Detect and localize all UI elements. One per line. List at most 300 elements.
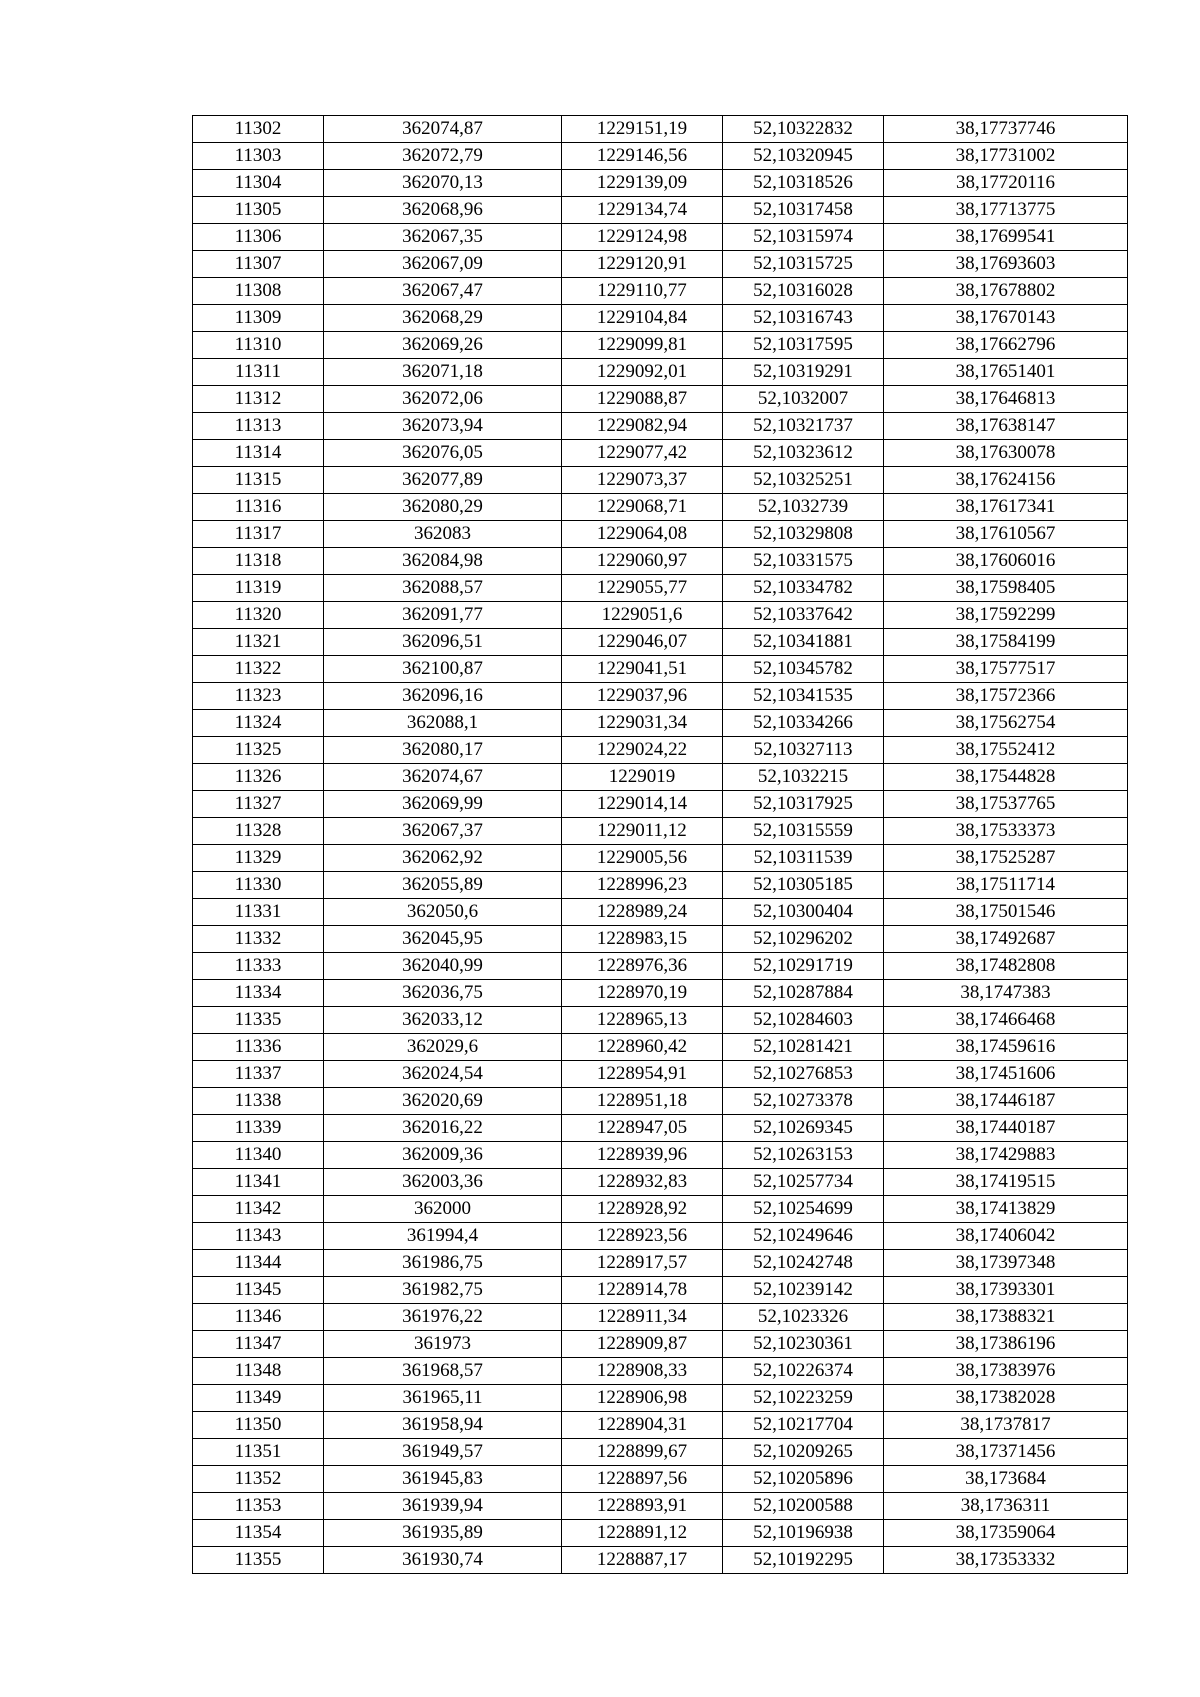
- x-coordinate-cell: 362073,94: [324, 413, 562, 440]
- point-number-cell: 11337: [193, 1061, 324, 1088]
- x-coordinate-cell: 362074,87: [324, 116, 562, 143]
- longitude-cell: 38,17451606: [884, 1061, 1128, 1088]
- point-number-cell: 11353: [193, 1493, 324, 1520]
- x-coordinate-cell: 362091,77: [324, 602, 562, 629]
- table-row: [193, 1466, 1128, 1493]
- latitude-cell: 52,10223259: [723, 1385, 884, 1412]
- table-row: [193, 1196, 1128, 1223]
- x-coordinate-cell: 362068,96: [324, 197, 562, 224]
- table-row: [193, 332, 1128, 359]
- y-coordinate-cell: 1229120,91: [562, 251, 723, 278]
- table-row: [193, 1034, 1128, 1061]
- table-row: [193, 170, 1128, 197]
- point-number-cell: 11347: [193, 1331, 324, 1358]
- table-row: [193, 413, 1128, 440]
- y-coordinate-cell: 1229024,22: [562, 737, 723, 764]
- table-row: [193, 1439, 1128, 1466]
- table-row: [193, 224, 1128, 251]
- table-row: [193, 1142, 1128, 1169]
- longitude-cell: 38,1747383: [884, 980, 1128, 1007]
- y-coordinate-cell: 1228911,34: [562, 1304, 723, 1331]
- latitude-cell: 52,10239142: [723, 1277, 884, 1304]
- table-row: [193, 710, 1128, 737]
- table-row: [193, 467, 1128, 494]
- point-number-cell: 11316: [193, 494, 324, 521]
- latitude-cell: 52,10327113: [723, 737, 884, 764]
- latitude-cell: 52,10341535: [723, 683, 884, 710]
- y-coordinate-cell: 1228904,31: [562, 1412, 723, 1439]
- latitude-cell: 52,10300404: [723, 899, 884, 926]
- x-coordinate-cell: 361939,94: [324, 1493, 562, 1520]
- longitude-cell: 38,17359064: [884, 1520, 1128, 1547]
- y-coordinate-cell: 1228887,17: [562, 1547, 723, 1574]
- point-number-cell: 11320: [193, 602, 324, 629]
- x-coordinate-cell: 362036,75: [324, 980, 562, 1007]
- point-number-cell: 11327: [193, 791, 324, 818]
- table-row: [193, 980, 1128, 1007]
- latitude-cell: 52,10329808: [723, 521, 884, 548]
- longitude-cell: 38,1737817: [884, 1412, 1128, 1439]
- table-row: [193, 548, 1128, 575]
- table-row: [193, 818, 1128, 845]
- point-number-cell: 11307: [193, 251, 324, 278]
- x-coordinate-cell: 361930,74: [324, 1547, 562, 1574]
- point-number-cell: 11334: [193, 980, 324, 1007]
- y-coordinate-cell: 1228954,91: [562, 1061, 723, 1088]
- x-coordinate-cell: 362067,37: [324, 818, 562, 845]
- x-coordinate-cell: 362084,98: [324, 548, 562, 575]
- x-coordinate-cell: 362074,67: [324, 764, 562, 791]
- y-coordinate-cell: 1229099,81: [562, 332, 723, 359]
- longitude-cell: 38,17353332: [884, 1547, 1128, 1574]
- y-coordinate-cell: 1229046,07: [562, 629, 723, 656]
- latitude-cell: 52,10321737: [723, 413, 884, 440]
- x-coordinate-cell: 361973: [324, 1331, 562, 1358]
- longitude-cell: 38,17577517: [884, 656, 1128, 683]
- table-row: [193, 1304, 1128, 1331]
- x-coordinate-cell: 362096,51: [324, 629, 562, 656]
- y-coordinate-cell: 1229092,01: [562, 359, 723, 386]
- point-number-cell: 11317: [193, 521, 324, 548]
- x-coordinate-cell: 362029,6: [324, 1034, 562, 1061]
- latitude-cell: 52,10316743: [723, 305, 884, 332]
- point-number-cell: 11303: [193, 143, 324, 170]
- table-row: [193, 1250, 1128, 1277]
- latitude-cell: 52,10287884: [723, 980, 884, 1007]
- table-row: [193, 602, 1128, 629]
- longitude-cell: 38,17429883: [884, 1142, 1128, 1169]
- point-number-cell: 11322: [193, 656, 324, 683]
- latitude-cell: 52,10205896: [723, 1466, 884, 1493]
- longitude-cell: 38,17406042: [884, 1223, 1128, 1250]
- point-number-cell: 11302: [193, 116, 324, 143]
- longitude-cell: 38,17584199: [884, 629, 1128, 656]
- table-row: [193, 1547, 1128, 1574]
- point-number-cell: 11354: [193, 1520, 324, 1547]
- x-coordinate-cell: 362040,99: [324, 953, 562, 980]
- x-coordinate-cell: 362024,54: [324, 1061, 562, 1088]
- latitude-cell: 52,10226374: [723, 1358, 884, 1385]
- point-number-cell: 11332: [193, 926, 324, 953]
- table-row: [193, 278, 1128, 305]
- latitude-cell: 52,1032739: [723, 494, 884, 521]
- y-coordinate-cell: 1228899,67: [562, 1439, 723, 1466]
- latitude-cell: 52,10291719: [723, 953, 884, 980]
- point-number-cell: 11333: [193, 953, 324, 980]
- table-row: [193, 1169, 1128, 1196]
- longitude-cell: 38,17617341: [884, 494, 1128, 521]
- x-coordinate-cell: 362076,05: [324, 440, 562, 467]
- point-number-cell: 11349: [193, 1385, 324, 1412]
- longitude-cell: 38,17678802: [884, 278, 1128, 305]
- point-number-cell: 11342: [193, 1196, 324, 1223]
- latitude-cell: 52,10257734: [723, 1169, 884, 1196]
- y-coordinate-cell: 1228996,23: [562, 872, 723, 899]
- longitude-cell: 38,17383976: [884, 1358, 1128, 1385]
- x-coordinate-cell: 362067,47: [324, 278, 562, 305]
- x-coordinate-cell: 362069,26: [324, 332, 562, 359]
- point-number-cell: 11319: [193, 575, 324, 602]
- table-row: [193, 764, 1128, 791]
- table-row: [193, 1520, 1128, 1547]
- table-row: [193, 1277, 1128, 1304]
- latitude-cell: 52,10192295: [723, 1547, 884, 1574]
- point-number-cell: 11323: [193, 683, 324, 710]
- latitude-cell: 52,10322832: [723, 116, 884, 143]
- table-row: [193, 116, 1128, 143]
- x-coordinate-cell: 362080,17: [324, 737, 562, 764]
- longitude-cell: 38,17544828: [884, 764, 1128, 791]
- x-coordinate-cell: 362072,79: [324, 143, 562, 170]
- y-coordinate-cell: 1228965,13: [562, 1007, 723, 1034]
- latitude-cell: 52,10273378: [723, 1088, 884, 1115]
- x-coordinate-cell: 362096,16: [324, 683, 562, 710]
- x-coordinate-cell: 362080,29: [324, 494, 562, 521]
- table-row: [193, 1358, 1128, 1385]
- table-row: [193, 1007, 1128, 1034]
- y-coordinate-cell: 1229064,08: [562, 521, 723, 548]
- latitude-cell: 52,10217704: [723, 1412, 884, 1439]
- latitude-cell: 52,10305185: [723, 872, 884, 899]
- latitude-cell: 52,10276853: [723, 1061, 884, 1088]
- point-number-cell: 11311: [193, 359, 324, 386]
- latitude-cell: 52,10196938: [723, 1520, 884, 1547]
- latitude-cell: 52,10341881: [723, 629, 884, 656]
- table-row: [193, 305, 1128, 332]
- y-coordinate-cell: 1228893,91: [562, 1493, 723, 1520]
- point-number-cell: 11341: [193, 1169, 324, 1196]
- x-coordinate-cell: 361968,57: [324, 1358, 562, 1385]
- y-coordinate-cell: 1229104,84: [562, 305, 723, 332]
- y-coordinate-cell: 1228951,18: [562, 1088, 723, 1115]
- x-coordinate-cell: 362100,87: [324, 656, 562, 683]
- y-coordinate-cell: 1229051,6: [562, 602, 723, 629]
- longitude-cell: 38,17388321: [884, 1304, 1128, 1331]
- y-coordinate-cell: 1228960,42: [562, 1034, 723, 1061]
- longitude-cell: 38,17552412: [884, 737, 1128, 764]
- point-number-cell: 11339: [193, 1115, 324, 1142]
- longitude-cell: 38,17592299: [884, 602, 1128, 629]
- latitude-cell: 52,10325251: [723, 467, 884, 494]
- latitude-cell: 52,10281421: [723, 1034, 884, 1061]
- y-coordinate-cell: 1229011,12: [562, 818, 723, 845]
- y-coordinate-cell: 1229031,34: [562, 710, 723, 737]
- point-number-cell: 11351: [193, 1439, 324, 1466]
- longitude-cell: 38,17713775: [884, 197, 1128, 224]
- x-coordinate-cell: 362033,12: [324, 1007, 562, 1034]
- point-number-cell: 11345: [193, 1277, 324, 1304]
- coordinates-table: [192, 115, 1128, 1574]
- y-coordinate-cell: 1229082,94: [562, 413, 723, 440]
- latitude-cell: 52,10249646: [723, 1223, 884, 1250]
- latitude-cell: 52,10209265: [723, 1439, 884, 1466]
- longitude-cell: 38,17393301: [884, 1277, 1128, 1304]
- longitude-cell: 38,17413829: [884, 1196, 1128, 1223]
- x-coordinate-cell: 361945,83: [324, 1466, 562, 1493]
- y-coordinate-cell: 1229139,09: [562, 170, 723, 197]
- latitude-cell: 52,10263153: [723, 1142, 884, 1169]
- latitude-cell: 52,10230361: [723, 1331, 884, 1358]
- longitude-cell: 38,17598405: [884, 575, 1128, 602]
- longitude-cell: 38,17440187: [884, 1115, 1128, 1142]
- point-number-cell: 11336: [193, 1034, 324, 1061]
- latitude-cell: 52,10284603: [723, 1007, 884, 1034]
- table-row: [193, 899, 1128, 926]
- y-coordinate-cell: 1228906,98: [562, 1385, 723, 1412]
- longitude-cell: 38,173684: [884, 1466, 1128, 1493]
- point-number-cell: 11330: [193, 872, 324, 899]
- y-coordinate-cell: 1229041,51: [562, 656, 723, 683]
- latitude-cell: 52,1032007: [723, 386, 884, 413]
- longitude-cell: 38,17630078: [884, 440, 1128, 467]
- table-row: [193, 791, 1128, 818]
- x-coordinate-cell: 362068,29: [324, 305, 562, 332]
- x-coordinate-cell: 362072,06: [324, 386, 562, 413]
- y-coordinate-cell: 1228932,83: [562, 1169, 723, 1196]
- table-row: [193, 1088, 1128, 1115]
- point-number-cell: 11328: [193, 818, 324, 845]
- y-coordinate-cell: 1229124,98: [562, 224, 723, 251]
- table-row: [193, 143, 1128, 170]
- y-coordinate-cell: 1228989,24: [562, 899, 723, 926]
- point-number-cell: 11324: [193, 710, 324, 737]
- latitude-cell: 52,1032215: [723, 764, 884, 791]
- latitude-cell: 52,10200588: [723, 1493, 884, 1520]
- x-coordinate-cell: 362016,22: [324, 1115, 562, 1142]
- point-number-cell: 11315: [193, 467, 324, 494]
- latitude-cell: 52,10315974: [723, 224, 884, 251]
- latitude-cell: 52,10311539: [723, 845, 884, 872]
- y-coordinate-cell: 1229146,56: [562, 143, 723, 170]
- point-number-cell: 11308: [193, 278, 324, 305]
- point-number-cell: 11350: [193, 1412, 324, 1439]
- y-coordinate-cell: 1228891,12: [562, 1520, 723, 1547]
- table-row: [193, 872, 1128, 899]
- x-coordinate-cell: 362067,35: [324, 224, 562, 251]
- longitude-cell: 38,17572366: [884, 683, 1128, 710]
- longitude-cell: 38,17662796: [884, 332, 1128, 359]
- longitude-cell: 38,17610567: [884, 521, 1128, 548]
- y-coordinate-cell: 1229060,97: [562, 548, 723, 575]
- longitude-cell: 38,17720116: [884, 170, 1128, 197]
- point-number-cell: 11344: [193, 1250, 324, 1277]
- longitude-cell: 38,17651401: [884, 359, 1128, 386]
- point-number-cell: 11329: [193, 845, 324, 872]
- point-number-cell: 11304: [193, 170, 324, 197]
- latitude-cell: 52,10254699: [723, 1196, 884, 1223]
- longitude-cell: 38,17624156: [884, 467, 1128, 494]
- point-number-cell: 11331: [193, 899, 324, 926]
- longitude-cell: 38,17533373: [884, 818, 1128, 845]
- y-coordinate-cell: 1228970,19: [562, 980, 723, 1007]
- table-row: [193, 251, 1128, 278]
- latitude-cell: 52,10317458: [723, 197, 884, 224]
- table-row: [193, 386, 1128, 413]
- table-row: [193, 1331, 1128, 1358]
- x-coordinate-cell: 362062,92: [324, 845, 562, 872]
- x-coordinate-cell: 361976,22: [324, 1304, 562, 1331]
- latitude-cell: 52,10242748: [723, 1250, 884, 1277]
- y-coordinate-cell: 1228909,87: [562, 1331, 723, 1358]
- table-row: [193, 656, 1128, 683]
- y-coordinate-cell: 1229134,74: [562, 197, 723, 224]
- y-coordinate-cell: 1228897,56: [562, 1466, 723, 1493]
- table-row: [193, 845, 1128, 872]
- longitude-cell: 38,17459616: [884, 1034, 1128, 1061]
- x-coordinate-cell: 361949,57: [324, 1439, 562, 1466]
- y-coordinate-cell: 1228917,57: [562, 1250, 723, 1277]
- longitude-cell: 38,17492687: [884, 926, 1128, 953]
- y-coordinate-cell: 1228923,56: [562, 1223, 723, 1250]
- point-number-cell: 11325: [193, 737, 324, 764]
- longitude-cell: 38,17446187: [884, 1088, 1128, 1115]
- latitude-cell: 52,10296202: [723, 926, 884, 953]
- point-number-cell: 11306: [193, 224, 324, 251]
- y-coordinate-cell: 1228928,92: [562, 1196, 723, 1223]
- latitude-cell: 52,10317595: [723, 332, 884, 359]
- point-number-cell: 11335: [193, 1007, 324, 1034]
- point-number-cell: 11338: [193, 1088, 324, 1115]
- point-number-cell: 11352: [193, 1466, 324, 1493]
- longitude-cell: 38,17670143: [884, 305, 1128, 332]
- x-coordinate-cell: 362009,36: [324, 1142, 562, 1169]
- point-number-cell: 11313: [193, 413, 324, 440]
- x-coordinate-cell: 361965,11: [324, 1385, 562, 1412]
- y-coordinate-cell: 1228947,05: [562, 1115, 723, 1142]
- point-number-cell: 11314: [193, 440, 324, 467]
- longitude-cell: 38,17646813: [884, 386, 1128, 413]
- x-coordinate-cell: 362020,69: [324, 1088, 562, 1115]
- latitude-cell: 52,10334782: [723, 575, 884, 602]
- latitude-cell: 52,10315725: [723, 251, 884, 278]
- latitude-cell: 52,10337642: [723, 602, 884, 629]
- latitude-cell: 52,10319291: [723, 359, 884, 386]
- latitude-cell: 52,10334266: [723, 710, 884, 737]
- x-coordinate-cell: 361994,4: [324, 1223, 562, 1250]
- longitude-cell: 38,17562754: [884, 710, 1128, 737]
- latitude-cell: 52,10316028: [723, 278, 884, 305]
- longitude-cell: 38,17397348: [884, 1250, 1128, 1277]
- longitude-cell: 38,17501546: [884, 899, 1128, 926]
- longitude-cell: 38,17737746: [884, 116, 1128, 143]
- y-coordinate-cell: 1229005,56: [562, 845, 723, 872]
- y-coordinate-cell: 1229055,77: [562, 575, 723, 602]
- table-row: [193, 683, 1128, 710]
- y-coordinate-cell: 1229088,87: [562, 386, 723, 413]
- table-row: [193, 1223, 1128, 1250]
- longitude-cell: 38,17606016: [884, 548, 1128, 575]
- y-coordinate-cell: 1229110,77: [562, 278, 723, 305]
- table-row: [193, 629, 1128, 656]
- point-number-cell: 11326: [193, 764, 324, 791]
- point-number-cell: 11309: [193, 305, 324, 332]
- point-number-cell: 11343: [193, 1223, 324, 1250]
- x-coordinate-cell: 362071,18: [324, 359, 562, 386]
- point-number-cell: 11321: [193, 629, 324, 656]
- table-row: [193, 1061, 1128, 1088]
- longitude-cell: 38,17693603: [884, 251, 1128, 278]
- latitude-cell: 52,10320945: [723, 143, 884, 170]
- table-row: [193, 440, 1128, 467]
- longitude-cell: 38,17419515: [884, 1169, 1128, 1196]
- point-number-cell: 11340: [193, 1142, 324, 1169]
- longitude-cell: 38,17482808: [884, 953, 1128, 980]
- point-number-cell: 11346: [193, 1304, 324, 1331]
- x-coordinate-cell: 362050,6: [324, 899, 562, 926]
- latitude-cell: 52,10323612: [723, 440, 884, 467]
- x-coordinate-cell: 361986,75: [324, 1250, 562, 1277]
- longitude-cell: 38,17731002: [884, 143, 1128, 170]
- latitude-cell: 52,10269345: [723, 1115, 884, 1142]
- longitude-cell: 38,17699541: [884, 224, 1128, 251]
- longitude-cell: 38,17511714: [884, 872, 1128, 899]
- x-coordinate-cell: 362069,99: [324, 791, 562, 818]
- y-coordinate-cell: 1229151,19: [562, 116, 723, 143]
- table-row: [193, 926, 1128, 953]
- x-coordinate-cell: 362003,36: [324, 1169, 562, 1196]
- x-coordinate-cell: 362083: [324, 521, 562, 548]
- x-coordinate-cell: 362067,09: [324, 251, 562, 278]
- table-row: [193, 521, 1128, 548]
- y-coordinate-cell: 1229068,71: [562, 494, 723, 521]
- x-coordinate-cell: 361982,75: [324, 1277, 562, 1304]
- latitude-cell: 52,10315559: [723, 818, 884, 845]
- table-row: [193, 1493, 1128, 1520]
- table-row: [193, 359, 1128, 386]
- table-row: [193, 1412, 1128, 1439]
- point-number-cell: 11310: [193, 332, 324, 359]
- x-coordinate-cell: 362055,89: [324, 872, 562, 899]
- y-coordinate-cell: 1228976,36: [562, 953, 723, 980]
- table-row: [193, 494, 1128, 521]
- x-coordinate-cell: 361958,94: [324, 1412, 562, 1439]
- table-row: [193, 1385, 1128, 1412]
- x-coordinate-cell: 362045,95: [324, 926, 562, 953]
- y-coordinate-cell: 1229073,37: [562, 467, 723, 494]
- x-coordinate-cell: 362000: [324, 1196, 562, 1223]
- latitude-cell: 52,10317925: [723, 791, 884, 818]
- point-number-cell: 11318: [193, 548, 324, 575]
- y-coordinate-cell: 1228914,78: [562, 1277, 723, 1304]
- y-coordinate-cell: 1229077,42: [562, 440, 723, 467]
- x-coordinate-cell: 362088,57: [324, 575, 562, 602]
- point-number-cell: 11312: [193, 386, 324, 413]
- y-coordinate-cell: 1228939,96: [562, 1142, 723, 1169]
- latitude-cell: 52,10318526: [723, 170, 884, 197]
- x-coordinate-cell: 362070,13: [324, 170, 562, 197]
- latitude-cell: 52,10331575: [723, 548, 884, 575]
- point-number-cell: 11348: [193, 1358, 324, 1385]
